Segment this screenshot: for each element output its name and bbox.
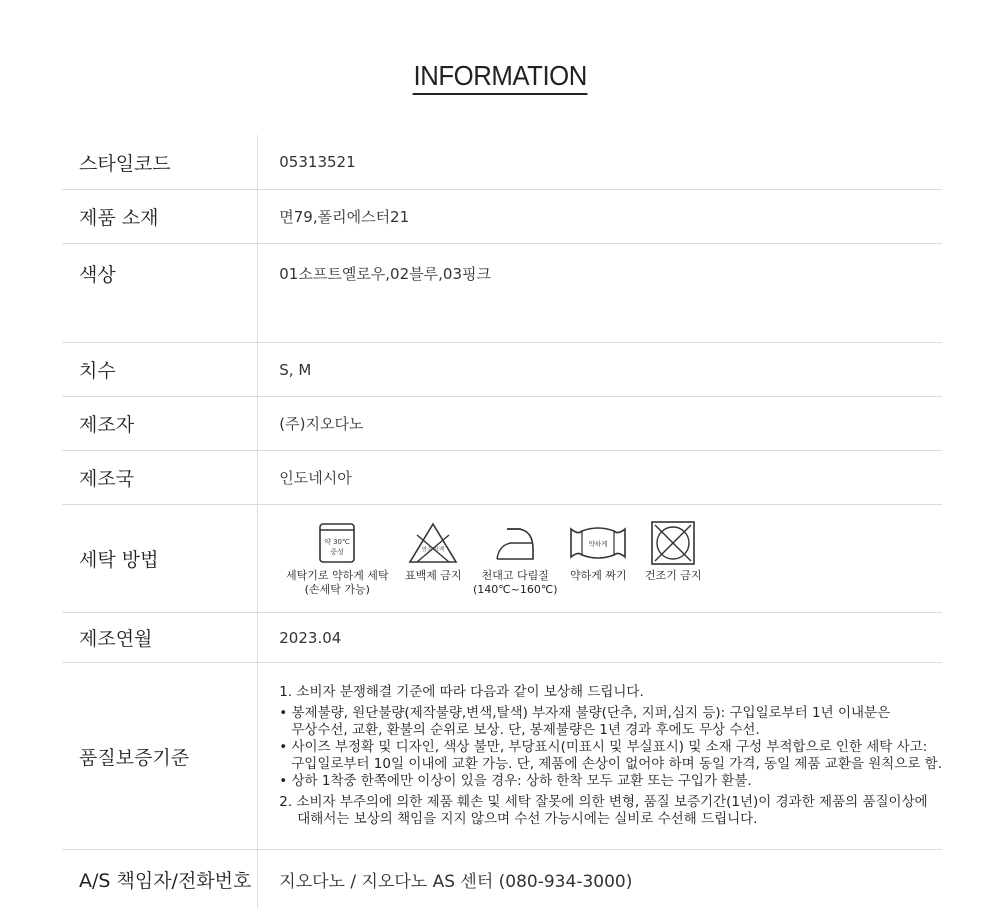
info-table xyxy=(62,135,942,908)
table-row-date xyxy=(62,613,942,663)
no-bleach-icon xyxy=(407,521,459,565)
quality-line-2: • 봉제불량, 원단불량(제작불량,변색,탈색) 부자재 불량(단추, 지퍼,심지 등): 구입일로부터 1년 이내분은 xyxy=(279,705,891,721)
material-value: 면79,폴리에스터21 xyxy=(258,190,942,244)
table-row-style-code xyxy=(62,135,942,190)
quality-line-8: 대해서는 보상의 책임을 지지 않으며 수선 가능시에는 실비로 수선해 드립니다. xyxy=(297,811,758,827)
wash-label: 세탁 방법 xyxy=(62,505,258,613)
no-tumble-dry-icon xyxy=(649,521,697,565)
table-row-country xyxy=(62,451,942,505)
color-label: 색상 xyxy=(62,244,258,343)
country-label: 제조국 xyxy=(62,451,258,505)
style-code-label: 스타일코드 xyxy=(62,135,258,190)
table-row-wash xyxy=(62,505,942,613)
quality-line-6: • 상하 1착중 한쪽에만 이상이 있을 경우: 상하 한착 모두 교환 또는 구입가 환불. xyxy=(279,773,752,789)
color-value: 01소프트옐로우,02블루,03핑크 xyxy=(258,244,942,343)
wash-caption-iron-1: 천대고 다림질 xyxy=(481,568,549,582)
quality-line-3: 무상수선, 교환, 환불의 순위로 보상. 단, 봉제불량은 1년 경과 후에도 무상 수선. xyxy=(291,722,760,738)
wash-caption-machine-2: (손세탁 가능) xyxy=(304,582,370,596)
material-label: 제품 소재 xyxy=(62,190,258,244)
table-row-color xyxy=(62,244,942,343)
wash-item-wring xyxy=(559,521,637,583)
maker-value: (주)지오다노 xyxy=(258,397,942,451)
as-label: A/S 책임자/전화번호 xyxy=(79,869,252,892)
washtub-icon xyxy=(317,521,357,565)
wash-value xyxy=(258,505,942,613)
quality-line-4: • 사이즈 부정확 및 디자인, 색상 불만, 부당표시(미표시 및 부실표시) 및 소재 구성 부적합으로 인한 세탁 사고: xyxy=(279,739,928,755)
wash-caption-machine-1: 세탁기로 약하게 세탁 xyxy=(285,568,389,582)
quality-line-7: 2. 소비자 부주의에 의한 제품 훼손 및 세탁 잘못에 의한 변형, 품질 보증기간(1년)이 경과한 제품의 품질이상에 xyxy=(279,794,928,810)
svg-text:염소 표백: 염소 표백 xyxy=(421,546,445,553)
size-label: 치수 xyxy=(62,343,258,397)
wash-item-bleach xyxy=(397,521,469,583)
wash-icons xyxy=(279,521,942,597)
date-value: 2023.04 xyxy=(258,613,942,663)
page-title-text: INFORMATION xyxy=(412,60,587,95)
svg-text:약 30℃: 약 30℃ xyxy=(324,537,351,546)
quality-label: 품질보증기준 xyxy=(62,663,258,850)
svg-text:약하게: 약하게 xyxy=(588,539,608,548)
wring-icon xyxy=(568,521,628,565)
iron-icon xyxy=(491,521,539,565)
table-row-maker xyxy=(62,397,942,451)
table-row-size xyxy=(62,343,942,397)
wash-caption-iron-2: (140℃~160℃) xyxy=(473,582,558,596)
table-row-material xyxy=(62,190,942,244)
date-label: 제조연월 xyxy=(62,613,258,663)
page-title xyxy=(0,60,1000,95)
wash-item-dryer xyxy=(639,521,707,583)
wash-caption-bleach: 표백제 금지 xyxy=(404,568,462,582)
wash-caption-wring: 약하게 짜기 xyxy=(569,568,627,582)
maker-label: 제조자 xyxy=(62,397,258,451)
quality-line-1: 1. 소비자 분쟁해결 기준에 따라 다음과 같이 보상해 드립니다. xyxy=(279,684,644,700)
wash-item-iron xyxy=(473,521,557,597)
style-code-value: 05313521 xyxy=(258,135,942,190)
table-row-quality xyxy=(62,663,942,850)
quality-text xyxy=(279,684,942,828)
quality-value xyxy=(258,663,942,850)
country-value: 인도네시아 xyxy=(258,451,942,505)
quality-line-5: 구입일로부터 10일 이내에 교환 가능. 단, 제품에 손상이 없어야 하며 동일 가격, 동일 제품 교환을 원칙으로 함. xyxy=(291,756,942,772)
as-value: 지오다노 / 지오다노 AS 센터 (080-934-3000) xyxy=(258,850,942,909)
size-value: S, M xyxy=(258,343,942,397)
table-row-as xyxy=(62,850,942,909)
wash-item-machine xyxy=(279,521,395,597)
wash-caption-dryer: 건조기 금지 xyxy=(644,568,702,582)
svg-text:중성: 중성 xyxy=(330,547,345,556)
